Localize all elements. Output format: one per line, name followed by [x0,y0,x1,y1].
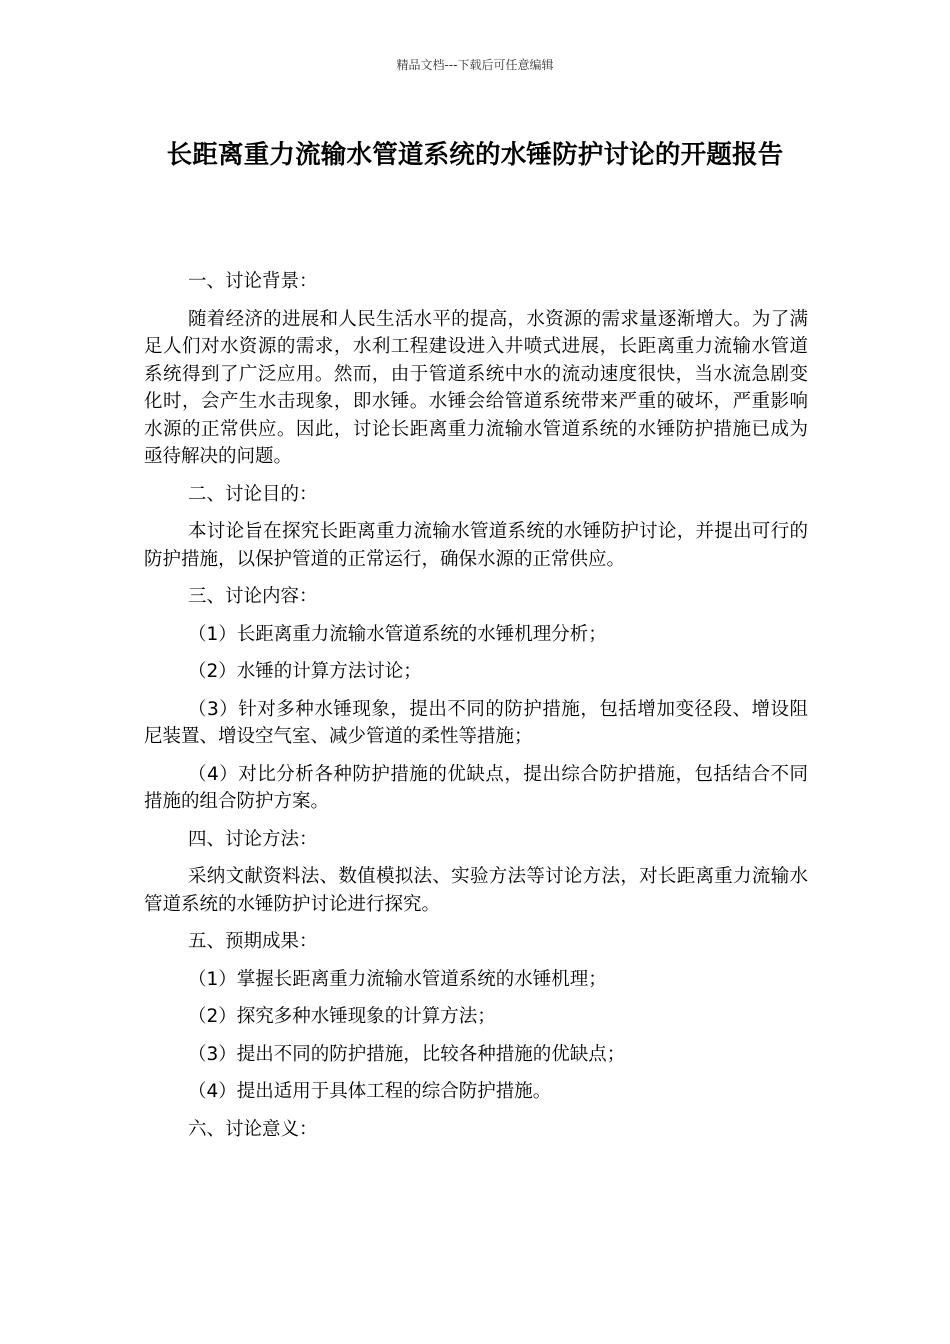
section-heading-content: 三、讨论内容： [188,586,318,607]
document-body [144,268,808,1153]
paragraph-method: 采纳文献资料法、数值模拟法、实验方法等讨论方法，对长距离重力流输水管道系统的水锤防护讨论进行探究。 [144,866,808,915]
list-item-content-3: （3）针对多种水锤现象，提出不同的防护措施，包括增加变径段、增设阻尼装置、增设空气室、减少管道的柔性等措施； [144,698,808,747]
list-item-results-4: （4）提出适用于具体工程的综合防护措施。 [188,1081,552,1102]
section-heading-method: 四、讨论方法： [188,828,318,850]
header-note: 精品文档---下载后可任意编辑 [396,58,554,72]
list-item-content-2: （2）水锤的计算方法讨论； [188,661,422,682]
paragraph-background: 随着经济的进展和人民生活水平的提高，水资源的需求量逐渐增大。为了满足人们对水资源的需求，水利工程建设进入井喷式进展，长距离重力流输水管道系统得到了广泛应用。然而，由于管道系统中水的流动速度很快，当水流急剧变化时，会产生水击现象，即水锤。水锤会给管道系统带来严重的破坏，严重影响水源的正常供应。因此，讨论长距离重力流输水管道系统的水锤防护措施已成为亟待解决的问题。 [144,308,808,467]
list-item-results-1: （1）掌握长距离重力流输水管道系统的水锤机理； [188,968,607,990]
paragraph-purpose: 本讨论旨在探究长距离重力流输水管道系统的水锤防护讨论，并提出可行的防护措施，以保护管道的正常运行，确保水源的正常供应。 [144,521,808,570]
document-title: 长距离重力流输水管道系统的水锤防护讨论的开题报告 [166,140,784,170]
section-heading-significance: 六、讨论意义： [188,1118,318,1140]
section-heading-background: 一、讨论背景： [188,271,318,292]
section-heading-results: 五、预期成果： [188,931,318,952]
list-item-results-3: （3）提出不同的防护措施，比较各种措施的优缺点； [188,1043,626,1065]
list-item-results-2: （2）探究多种水锤现象的计算方法； [188,1006,496,1027]
section-heading-purpose: 二、讨论目的： [188,483,318,505]
list-item-content-1: （1）长距离重力流输水管道系统的水锤机理分析； [188,623,607,645]
list-item-content-4: （4）对比分析各种防护措施的优缺点，提出综合防护措施，包括结合不同措施的组合防护方案。 [144,763,808,812]
